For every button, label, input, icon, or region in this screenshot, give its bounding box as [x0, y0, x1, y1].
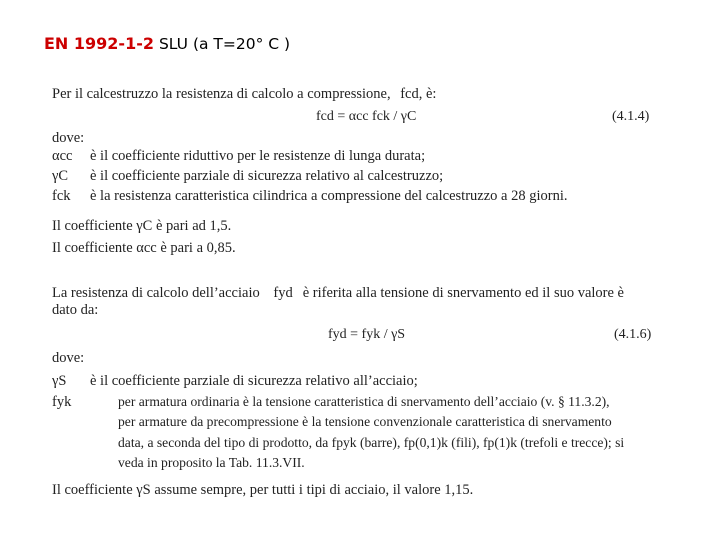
concrete-equation: fcd = αcc fck / γC	[316, 109, 417, 124]
concrete-intro: Per il calcestruzzo la resistenza di calcolo a compressione, fcd, è:	[52, 86, 437, 102]
dove-label-1: dove:	[52, 130, 85, 146]
gamma-s-final: Il coefficiente γS assume sempre, per tutti i tipi di acciaio, il valore 1,15.	[52, 482, 474, 498]
slide-title	[44, 34, 290, 53]
alpha-cc-coefficient: Il coefficiente αcc è pari a 0,85.	[52, 240, 236, 256]
definition-row: αcc è il coefficiente riduttivo per le resistenze di lunga durata;	[52, 148, 426, 164]
steel-intro: La resistenza di calcolo dell’acciaio fyd è riferita alla tensione di snervamento ed il suo valore è	[52, 285, 624, 301]
fyk-definition-line: data, a seconda del tipo di prodotto, da fpyk (barre), fp(0,1)k (fili), fp(1)k (trefoli e trecce); si	[118, 435, 625, 450]
steel-equation-number: (4.1.6)	[614, 327, 652, 342]
steel-equation: fyd = fyk / γS	[328, 327, 406, 342]
fyk-definition-line: per armature da precompressione è la tensione convenzionale caratteristica di snervamento	[118, 414, 612, 429]
fyk-definition-line: per armatura ordinaria è la tensione caratteristica di snervamento dell’acciaio (v. § 11.3.2),	[118, 394, 610, 409]
standard-code: EN 1992-1-2	[44, 34, 154, 53]
fyk-definition-line: veda in proposito la Tab. 11.3.VII.	[118, 455, 305, 470]
title-subtitle: SLU (a T=20° C )	[158, 35, 291, 53]
gamma-c-coefficient: Il coefficiente γC è pari ad 1,5.	[52, 218, 232, 234]
definition-row: γS è il coefficiente parziale di sicurezza relativo all’acciaio;	[52, 373, 418, 389]
fyk-symbol: fyk	[52, 394, 72, 410]
definition-row: γC è il coefficiente parziale di sicurezza relativo al calcestruzzo;	[52, 168, 444, 184]
steel-intro-line2: dato da:	[52, 302, 99, 318]
fyd-symbol: fyd	[273, 285, 293, 301]
definition-row: fck è la resistenza caratteristica cilindrica a compressione del calcestruzzo a 28 giorni.	[52, 188, 568, 204]
concrete-equation-number: (4.1.4)	[612, 109, 650, 124]
fcd-symbol: fcd	[400, 86, 419, 102]
dove-label-2: dove:	[52, 350, 85, 366]
